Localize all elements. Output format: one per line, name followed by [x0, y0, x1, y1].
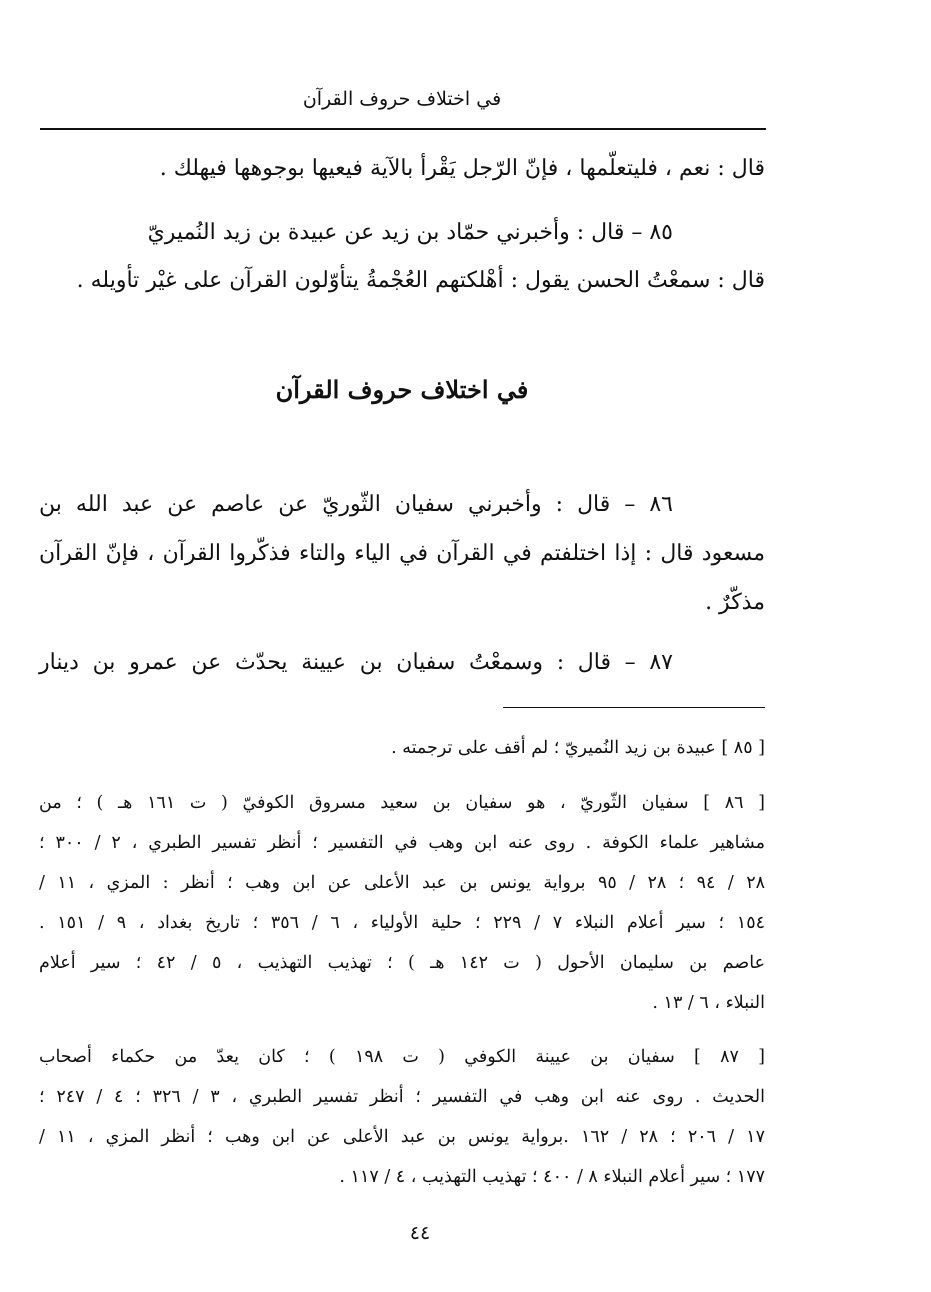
footnote-87-line: ١٧ / ٢٠٦ ؛ ٢٨ / ١٦٢ .برواية يونس بن عبد الأعلى عن ابن وهب ؛ أنظر المزي ، ١١ /	[39, 1127, 765, 1147]
footnote-85-line: [ ٨٥ ] عبيدة بن زيد النُميريّ ؛ لم أقف على ترجمته .	[391, 738, 765, 758]
footnote-87-line: ١٧٧ ؛ سير أعلام النبلاء ٨ / ٤٠٠ ؛ تهذيب التهذيب ، ٤ / ١١٧ .	[339, 1167, 765, 1187]
footnote-87-line: الحديث . روى عنه ابن وهب في التفسير ؛ أنظر تفسير الطبري ، ٣ / ٣٢٦ ؛ ٤ / ٢٤٧ ؛	[39, 1087, 765, 1107]
running-header: في اختلاف حروف القرآن	[302, 88, 502, 110]
footnote-86-line: عاصم بن سليمان الأحول ( ت ١٤٢ هـ ) ؛ تهذيب التهذيب ، ٥ / ٤٢ ؛ سير أعلام	[39, 953, 766, 973]
text-line: قال : سمعْتُ الحسن يقول : أهْلكتهم العُجْمةُ يتأوّلون القرآن على غيْر تأويله .	[76, 268, 765, 293]
text-line: قال : نعم ، فليتعلّمها ، فإنّ الرّجل يَقْرأ بالآية فيعيها بوجوهها فيهلك .	[159, 156, 765, 181]
footnote-86-line: [ ٨٦ ] سفيان الثّوريّ ، هو سفيان بن سعيد مسروق الكوفيّ ( ت ١٦١ هـ ) ؛ من	[39, 793, 765, 813]
text-line: مذكّرٌ .	[705, 590, 765, 615]
page-number: ٤٤	[409, 1222, 431, 1244]
footnote-86-line: النبلاء ، ٦ / ١٣ .	[652, 993, 765, 1013]
text-line: ٨٦ – قال : وأخبرني سفيان الثّوريّ عن عاصم عن عبد الله بن	[39, 492, 673, 517]
footnote-rule	[503, 707, 765, 708]
footnote-86-line: ١٥٤ ؛ سير أعلام النبلاء ٧ / ٢٢٩ ؛ حلية الأولياء ، ٦ / ٣٥٦ ؛ تاريخ بغداد ، ٩ / ١٥١ .	[39, 913, 765, 933]
header-rule	[40, 128, 766, 130]
text-line: ٨٥ – قال : وأخبرني حمّاد بن زيد عن عبيدة بن زيد النُميريّ	[147, 220, 673, 245]
footnote-86-line: مشاهير علماء الكوفة . روى عنه ابن وهب في التفسير ؛ أنظر تفسير الطبري ، ٢ / ٣٠٠ ؛	[39, 833, 765, 853]
text-line: مسعود قال : إذا اختلفتم في القرآن في الياء والتاء فذكّروا القرآن ، فإنّ القرآن	[39, 541, 765, 566]
footnote-86-line: ٢٨ / ٩٤ ؛ ٢٨ / ٩٥ برواية يونس بن عبد الأعلى عن ابن وهب ؛ أنظر : المزي ، ١١ /	[39, 873, 765, 893]
footnote-87-line: [ ٨٧ ] سفيان بن عيينة الكوفي ( ت ١٩٨ ) ؛ كان يعدّ من حكماء أصحاب	[39, 1047, 766, 1067]
text-line: ٨٧ – قال : وسمعْتُ سفيان بن عيينة يحدّث عن عمرو بن دينار	[39, 650, 673, 675]
section-title: في اختلاف حروف القرآن	[275, 375, 529, 404]
